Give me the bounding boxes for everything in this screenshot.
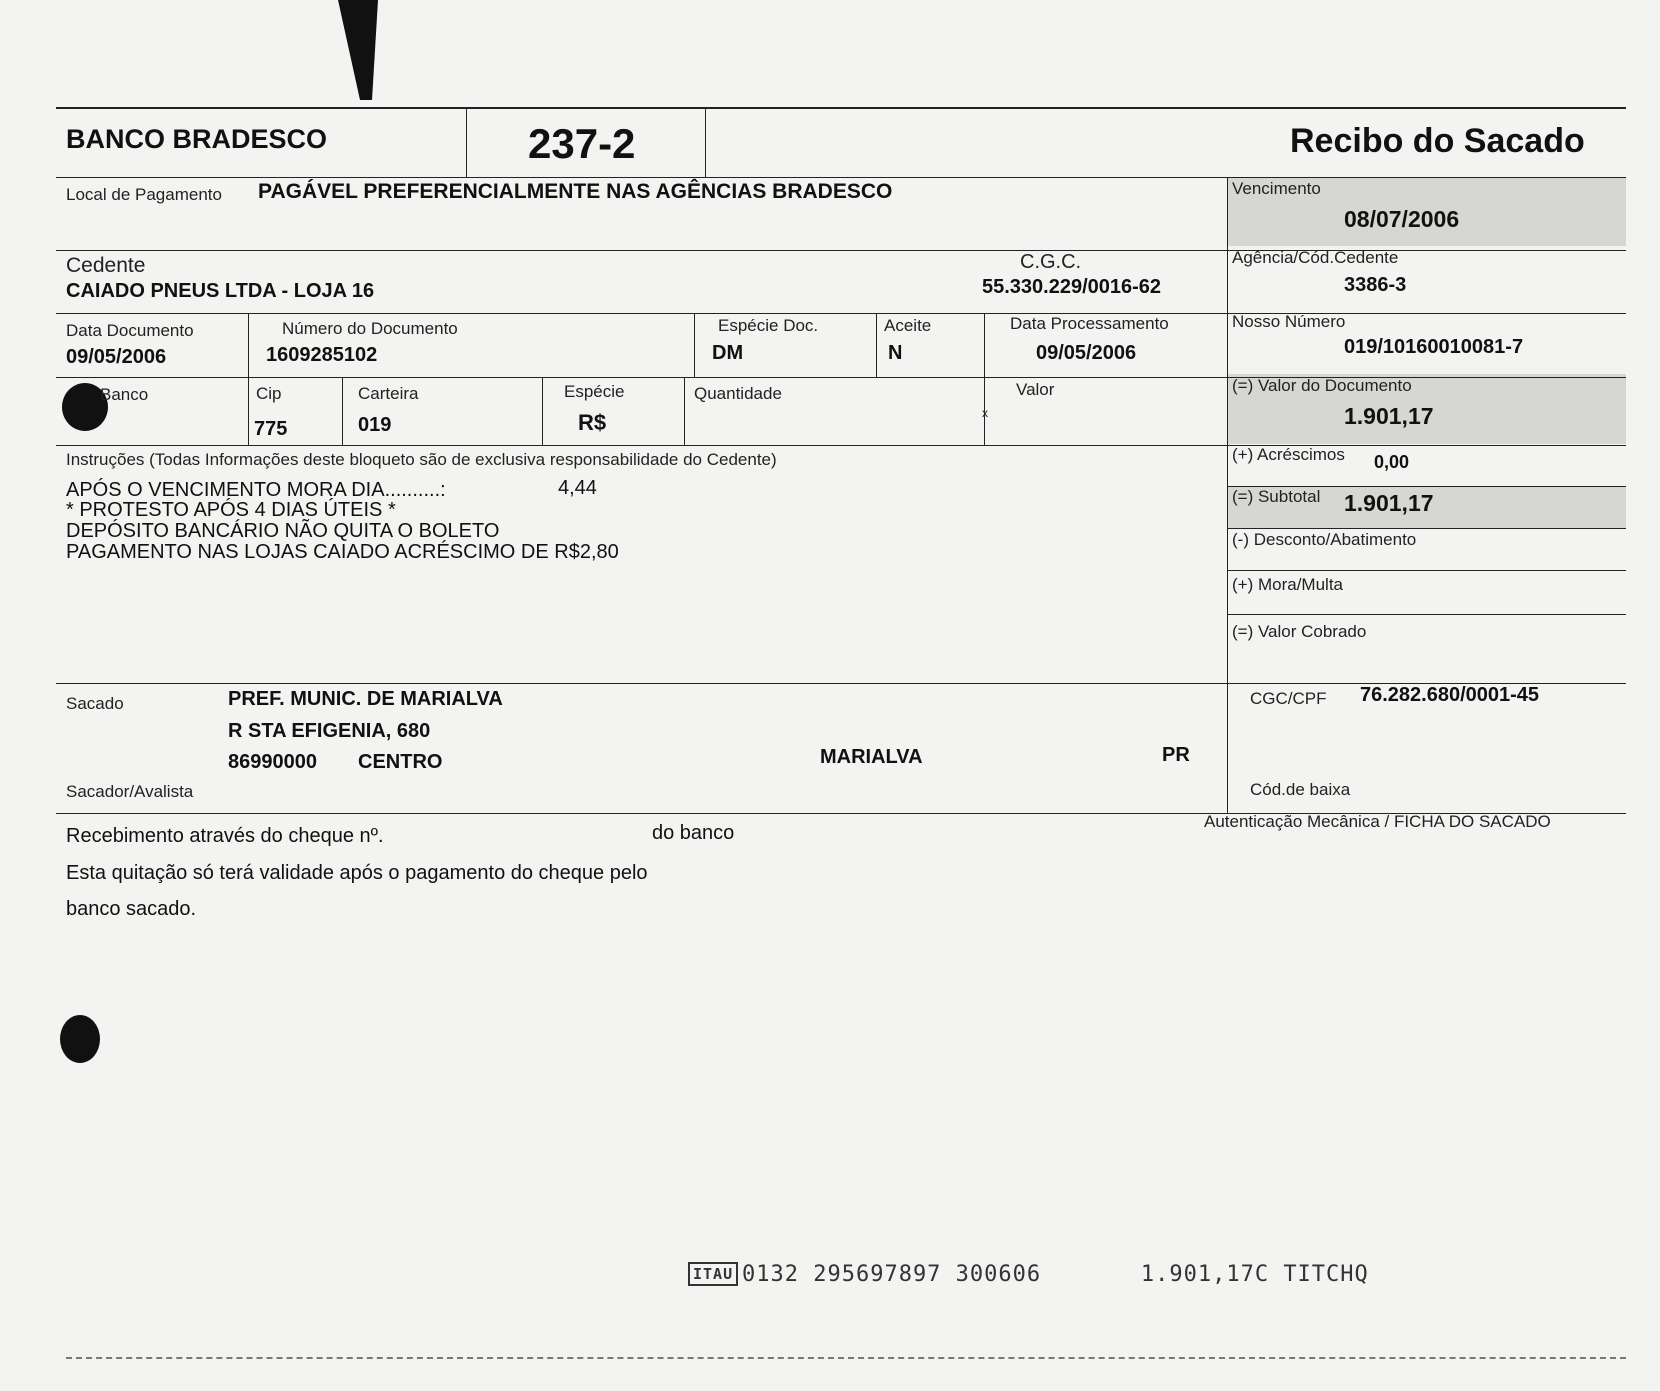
sacado-district: CENTRO <box>358 751 443 773</box>
x-mark: x <box>982 406 988 420</box>
subtotal-value: 1.901,17 <box>1344 490 1434 516</box>
punch-hole <box>60 1015 100 1063</box>
sacado-cgc-label: CGC/CPF <box>1250 689 1327 708</box>
agency-value: 3386-3 <box>1344 274 1407 296</box>
bank-row-div-2 <box>342 378 343 446</box>
mora-label: (+) Mora/Multa <box>1232 575 1343 594</box>
nosso-numero-label: Nosso Número <box>1232 312 1346 331</box>
acrescimos-label: (+) Acréscimos <box>1232 445 1345 464</box>
acrescimos-value: 0,00 <box>1374 452 1410 472</box>
due-date-value: 08/07/2006 <box>1344 206 1460 232</box>
sacado-cgc-value: 76.282.680/0001-45 <box>1360 684 1540 706</box>
auth-stamp: 0132 295697897 300606 1.901,17C TITCHQ <box>742 1262 1369 1287</box>
cip-label: Cip <box>256 384 282 403</box>
cgc-label: C.G.C. <box>1020 251 1082 273</box>
instruction-line-1-value: 4,44 <box>558 477 597 499</box>
sacado-cep: 86990000 <box>228 751 317 773</box>
top-border <box>56 107 1626 109</box>
right-column-divider <box>1227 178 1228 814</box>
agency-label: Agência/Cód.Cedente <box>1232 248 1399 267</box>
avalista-label: Sacador/Avalista <box>66 782 194 801</box>
sacado-name: PREF. MUNIC. DE MARIALVA <box>228 688 503 710</box>
data-processamento-value: 09/05/2006 <box>1036 342 1137 364</box>
scan-mark-top <box>338 0 378 100</box>
subtotal-label: (=) Subtotal <box>1232 487 1321 506</box>
sacado-state: PR <box>1162 744 1190 766</box>
bank-row-div-3 <box>542 378 543 446</box>
sacado-label: Sacado <box>66 694 124 713</box>
doc-row-div-3 <box>876 314 877 378</box>
especie-label: Espécie <box>564 382 625 401</box>
header-divider-2 <box>705 108 706 178</box>
especie-value: R$ <box>578 410 607 435</box>
bank-name: BANCO BRADESCO <box>66 124 328 154</box>
instruction-line-2: * PROTESTO APÓS 4 DIAS ÚTEIS * <box>66 499 396 521</box>
carteira-label: Carteira <box>358 384 419 403</box>
right-line-d <box>1228 614 1626 615</box>
stamp-logo <box>688 1262 738 1286</box>
numero-documento-value: 1609285102 <box>266 344 378 366</box>
carteira-value: 019 <box>358 414 392 436</box>
aceite-label: Aceite <box>884 316 932 335</box>
nosso-numero-value: 019/10160010081-7 <box>1344 336 1524 358</box>
numero-documento-label: Número do Documento <box>282 319 458 338</box>
cod-baixa-label: Cód.de baixa <box>1250 780 1351 799</box>
valor-documento-label: (=) Valor do Documento <box>1232 376 1412 395</box>
valor-documento-value: 1.901,17 <box>1344 403 1434 429</box>
bank-code: 237-2 <box>528 120 636 167</box>
instruction-line-1: APÓS O VENCIMENTO MORA DIA..........: <box>66 479 446 501</box>
row-line-2 <box>56 313 1626 314</box>
aceite-value: N <box>888 342 903 364</box>
cedente-label: Cedente <box>66 254 146 277</box>
doc-row-div-4 <box>984 314 985 378</box>
bank-row-div-1 <box>248 378 249 446</box>
header-divider-1 <box>466 108 467 178</box>
due-date-label: Vencimento <box>1232 179 1321 198</box>
doc-row-div-2 <box>694 314 695 378</box>
doc-title: Recibo do Sacado <box>1290 122 1585 160</box>
quitacao-line-1: Esta quitação só terá validade após o pagamento do cheque pelo <box>66 862 648 884</box>
cedente-name: CAIADO PNEUS LTDA - LOJA 16 <box>66 280 375 302</box>
row-line-4 <box>56 445 1626 446</box>
valor-cobrado-label: (=) Valor Cobrado <box>1232 622 1367 641</box>
data-processamento-label: Data Processamento <box>1010 314 1169 333</box>
desconto-label: (-) Desconto/Abatimento <box>1232 530 1417 549</box>
cut-line <box>66 1357 1626 1359</box>
cgc-value: 55.330.229/0016-62 <box>982 276 1162 298</box>
right-line-c <box>1228 570 1626 571</box>
instructions-label: Instruções (Todas Informações deste bloqueto são de exclusiva responsabilidade do Cedente) <box>66 450 777 469</box>
payment-place-value: PAGÁVEL PREFERENCIALMENTE NAS AGÊNCIAS BRADESCO <box>258 180 893 203</box>
banco-label: Banco <box>100 385 149 404</box>
quitacao-line-2: banco sacado. <box>66 898 197 920</box>
valor-label: Valor <box>1016 380 1055 399</box>
bank-row-div-4 <box>684 378 685 446</box>
payment-place-label: Local de Pagamento <box>66 185 222 204</box>
stamp-logo-text: ITAU <box>693 1265 734 1283</box>
right-line-b <box>1228 528 1626 529</box>
doc-row-div-1 <box>248 314 249 378</box>
instruction-line-3: DEPÓSITO BANCÁRIO NÃO QUITA O BOLETO <box>66 520 500 542</box>
especie-doc-label: Espécie Doc. <box>718 316 819 335</box>
auth-label: Autenticação Mecânica / FICHA DO SACADO <box>1204 812 1551 831</box>
instruction-line-4: PAGAMENTO NAS LOJAS CAIADO ACRÉSCIMO DE R$2,80 <box>66 541 619 563</box>
especie-doc-value: DM <box>712 342 744 364</box>
data-documento-label: Data Documento <box>66 321 194 340</box>
do-banco-text: do banco <box>652 822 735 844</box>
cheque-text: Recebimento através do cheque nº. <box>66 825 384 847</box>
sacado-city: MARIALVA <box>820 746 923 768</box>
sacado-address: R STA EFIGENIA, 680 <box>228 720 431 742</box>
quantidade-label: Quantidade <box>694 384 782 403</box>
data-documento-value: 09/05/2006 <box>66 346 167 368</box>
cip-value: 775 <box>254 418 288 440</box>
